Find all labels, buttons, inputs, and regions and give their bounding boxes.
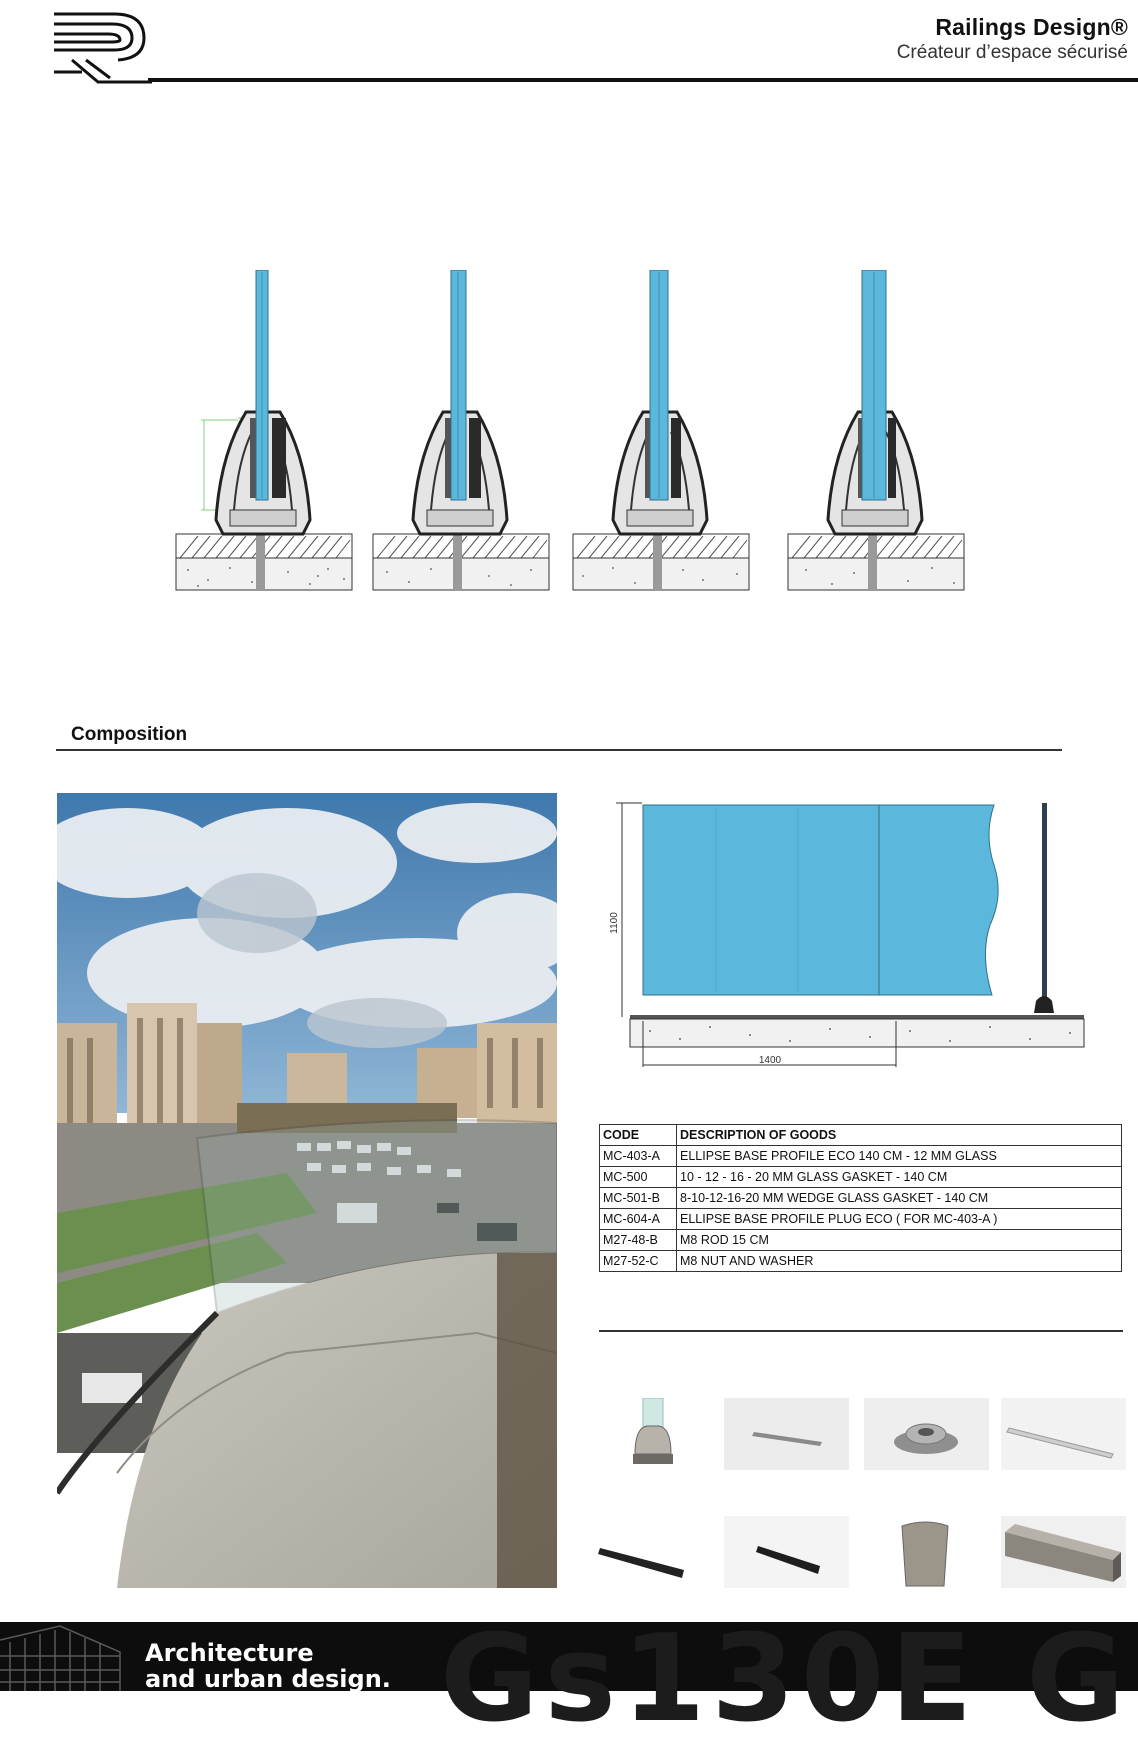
table-header-row <box>600 1125 1122 1146</box>
code-cell: MC-500 <box>600 1167 677 1188</box>
width-dimension-label: 1400 <box>758 1055 782 1066</box>
code-column-header: CODE <box>600 1125 677 1146</box>
end-plug-image <box>864 1516 989 1588</box>
footer-line-1: Architecture <box>145 1639 314 1667</box>
description-cell: 8-10-12-16-20 MM WEDGE GLASS GASKET - 140 CM <box>677 1188 1122 1209</box>
table-row <box>600 1209 1122 1230</box>
code-cell: MC-501-B <box>600 1188 677 1209</box>
table-row <box>600 1146 1122 1167</box>
profile-section-2 <box>365 270 555 610</box>
installation-photo <box>57 793 557 1588</box>
table-row <box>600 1167 1122 1188</box>
section-divider <box>56 749 1062 751</box>
table-row <box>600 1188 1122 1209</box>
code-cell: M27-48-B <box>600 1230 677 1251</box>
header-divider <box>148 78 1138 82</box>
height-dimension-label: 1100 <box>609 912 620 934</box>
brand-block <box>897 14 1128 64</box>
brand-tagline: Créateur d’espace sécurisé <box>896 42 1128 63</box>
description-cell: M8 ROD 15 CM <box>677 1230 1122 1251</box>
section-title: Composition <box>71 724 188 745</box>
footer-building-icon <box>0 1622 140 1691</box>
wedge-gasket-long-image <box>592 1516 717 1588</box>
profile-section-3 <box>565 270 755 610</box>
brand-name: Railings Design® <box>935 14 1128 40</box>
code-cell: M27-52-C <box>600 1251 677 1272</box>
table-row <box>600 1230 1122 1251</box>
description-cell: M8 NUT AND WASHER <box>677 1251 1122 1272</box>
elevation-drawing <box>600 795 1090 1075</box>
parts-divider <box>599 1330 1123 1332</box>
aluminium-profile-image <box>1001 1516 1126 1588</box>
brand-logo <box>52 12 152 84</box>
nut-and-washer-image <box>864 1398 989 1470</box>
glass-gasket-image <box>724 1398 849 1470</box>
glass-base-sample-image <box>597 1398 722 1470</box>
footer-watermark-text: Gs130E G <box>440 1610 1131 1749</box>
wedge-gasket-short-image <box>724 1516 849 1588</box>
footer-line-2: and urban design. <box>145 1665 391 1693</box>
description-cell: 10 - 12 - 16 - 20 MM GLASS GASKET - 140 CM <box>677 1167 1122 1188</box>
table-row <box>600 1251 1122 1272</box>
description-cell: ELLIPSE BASE PROFILE ECO 140 CM - 12 MM GLASS <box>677 1146 1122 1167</box>
code-cell: MC-604-A <box>600 1209 677 1230</box>
footer-slogan <box>145 1640 391 1692</box>
profile-section-4 <box>780 270 970 610</box>
code-cell: MC-403-A <box>600 1146 677 1167</box>
description-column-header: DESCRIPTION OF GOODS <box>677 1125 1122 1146</box>
wedge-profile-image <box>1001 1398 1126 1470</box>
goods-table <box>599 1124 1122 1272</box>
description-cell: ELLIPSE BASE PROFILE PLUG ECO ( FOR MC-403-A ) <box>677 1209 1122 1230</box>
profile-section-1 <box>168 270 358 610</box>
